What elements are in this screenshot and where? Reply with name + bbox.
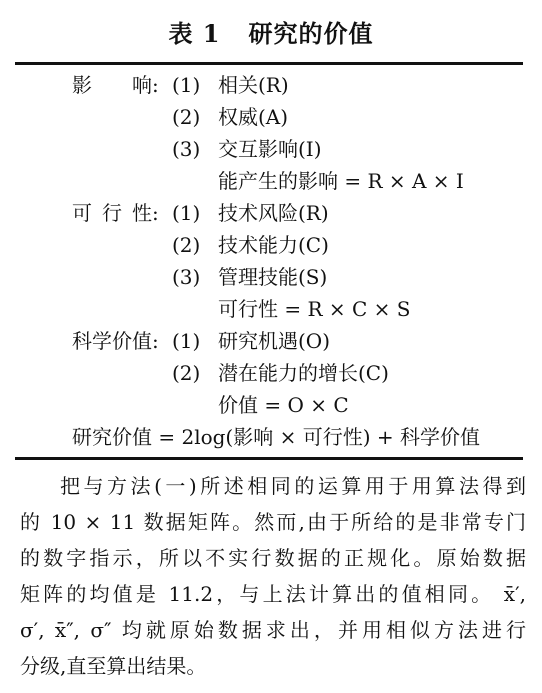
label-char: 性 — [132, 201, 152, 225]
item-number: (1) — [172, 73, 201, 97]
paragraph-line: 的 10 × 11 数据矩阵。然而,由于所给的是非常专门 — [20, 510, 526, 534]
label-char: 值 — [132, 329, 152, 353]
item-number: (3) — [172, 265, 201, 289]
group-colon: : — [152, 201, 159, 225]
item-text: 技术风险(R) — [218, 201, 329, 225]
table-row — [0, 230, 542, 260]
table-row-formula — [0, 294, 542, 324]
item-text: 交互影响(I) — [218, 137, 322, 161]
group-label-feasibility — [72, 198, 152, 228]
label-char: 影 — [72, 73, 92, 97]
formula-feasibility: 可行性 = R × C × S — [218, 297, 411, 321]
table-bottom-rule — [15, 457, 523, 460]
paragraph-line: 的数字指示，所以不实行数据的正规化。原始数据 — [20, 546, 526, 570]
formula-impact: 能产生的影响 = R × A × I — [218, 169, 464, 193]
table-row-feasibility-label — [0, 198, 542, 228]
formula-research-value: 研究价值 = 2log(影响 × 可行性) + 科学价值 — [72, 425, 480, 449]
label-char: 科 — [72, 329, 92, 353]
table-row — [0, 262, 542, 292]
label-char: 学 — [92, 329, 112, 353]
formula-science-value: 价值 = O × C — [218, 393, 349, 417]
table-row-impact-label — [0, 70, 542, 100]
item-number: (2) — [172, 361, 201, 385]
label-char: 价 — [112, 329, 132, 353]
table-row-formula — [0, 166, 542, 196]
table-top-rule — [15, 62, 523, 65]
item-text: 管理技能(S) — [218, 265, 328, 289]
table-row — [0, 134, 542, 164]
table-row-science-label — [0, 326, 542, 356]
paragraph-line: 分级,直至算出结果。 — [20, 654, 207, 678]
item-number: (1) — [172, 201, 201, 225]
group-label-impact — [72, 70, 152, 100]
table-title: 表 1 研究的价值 — [168, 19, 374, 48]
paragraph-line: σ′, x̄″, σ″ 均就原始数据求出，并用相似方法进行 — [20, 618, 526, 642]
item-number: (3) — [172, 137, 201, 161]
label-char: 行 — [102, 201, 122, 225]
table-row — [0, 102, 542, 132]
table-row-summary — [0, 422, 542, 452]
paragraph-line: 把与方法(一)所述相同的运算用于用算法得到 — [60, 474, 526, 498]
label-char: 可 — [72, 201, 92, 225]
group-label-science-value — [72, 326, 152, 356]
item-text: 相关(R) — [218, 73, 289, 97]
table-row-formula — [0, 390, 542, 420]
item-number: (2) — [172, 233, 201, 257]
item-text: 权威(A) — [218, 105, 289, 129]
item-text: 技术能力(C) — [218, 233, 329, 257]
item-number: (2) — [172, 105, 201, 129]
item-number: (1) — [172, 329, 201, 353]
table-row — [0, 358, 542, 388]
paragraph-line: 矩阵的均值是 11.2，与上法计算出的值相同。 x̄′, — [20, 582, 526, 606]
item-text: 潜在能力的增长(C) — [218, 361, 389, 385]
item-text: 研究机遇(O) — [218, 329, 331, 353]
body-paragraph — [20, 468, 526, 684]
group-colon: : — [152, 329, 159, 353]
label-char: 响 — [132, 73, 152, 97]
group-colon: : — [152, 73, 159, 97]
